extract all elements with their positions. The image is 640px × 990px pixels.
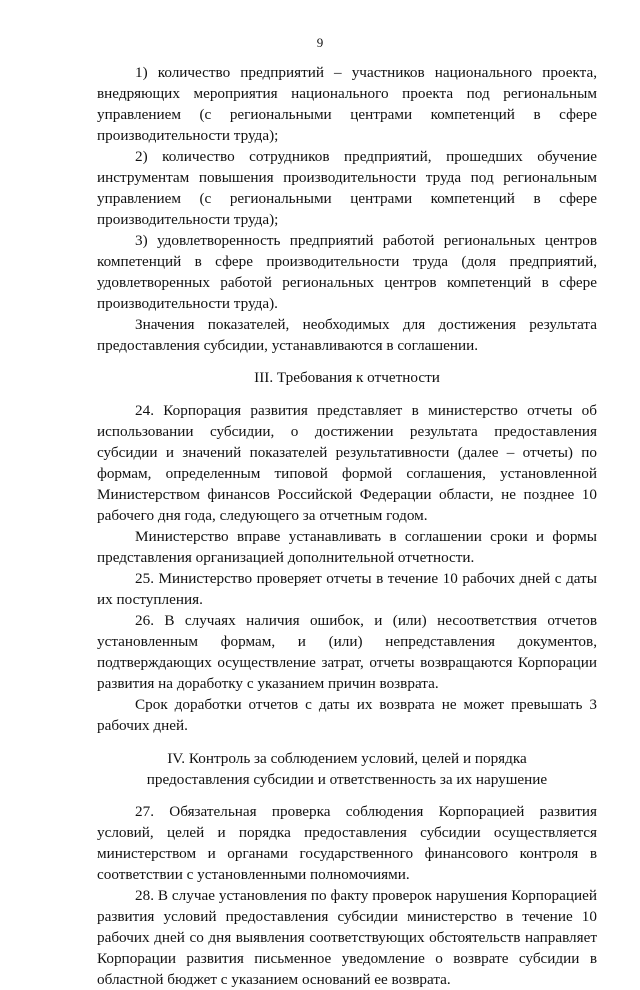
paragraph-indicator-values: Значения показателей, необходимых для достижения результата предоставления субсидии, устанавливаются в соглашении. [97,316,597,354]
section-heading-control-line1: IV. Контроль за соблюдением условий, целей и порядка [167,750,527,767]
paragraph-24: 24. Корпорация развития представляет в министерство отчеты об использовании субсидии, о достижении результата предоставления субсидии и значений показателей результативности (далее – отчеты) по формам, определенным типовой формой соглашения, установленной Министерством финансов Российской Федерации области, не позднее 10 рабочего дня года, следующего за отчетным годом. [97,402,597,524]
paragraph-25: 25. Министерство проверяет отчеты в течение 10 рабочих дней с даты их поступления. [97,570,597,608]
paragraph-additional-reporting: Министерство вправе устанавливать в соглашении сроки и формы представления организацией дополнительной отчетности. [97,528,597,566]
paragraph-indicator-2: 2) количество сотрудников предприятий, прошедших обучение инструментам повышения производительности труда под региональным управлением (с региональными центрами компетенций в сфере производительности труда); [97,148,597,228]
paragraph-28: 28. В случае установления по факту проверок нарушения Корпорацией развития условий предоставления субсидии министерство в течение 10 рабочих дней со дня выявления соответствующих обстоятельств направляет Корпорации развития письменное уведомление о возврате субсидии в областной бюджет с указанием оснований ее возврата. [97,887,597,988]
paragraph-indicator-3: 3) удовлетворенность предприятий работой региональных центров компетенций в сфере производительности труда (доля предприятий, удовлетворенных работой региональных центров компетенций в сфере производительности труда). [97,232,597,312]
paragraph-indicator-1: 1) количество предприятий – участников национального проекта, внедряющих мероприятия национального проекта под региональным управлением (с региональными центрами компетенций в сфере производительности труда); [97,64,597,144]
paragraph-26: 26. В случаях наличия ошибок, и (или) несоответствия отчетов установленным формам, и (или) непредставления документов, подтверждающих осуществление затрат, отчеты возвращаются Корпорации развития на доработку с указанием причин возврата. [97,612,597,692]
document-body [97,62,597,990]
section-heading-control [97,748,597,790]
paragraph-27: 27. Обязательная проверка соблюдения Корпорацией развития условий, целей и порядка предоставления субсидии осуществляется министерством и органами государственного финансового контроля в соответствии с установленными полномочиями. [97,803,597,883]
section-heading-control-line2: предоставления субсидии и ответственность за их нарушение [146,771,548,788]
paragraph-revision-term: Срок доработки отчетов с даты их возврата не может превышать 3 рабочих дней. [97,696,597,734]
page-number: 9 [316,35,324,50]
section-heading-reporting: III. Требования к отчетности [254,369,440,386]
